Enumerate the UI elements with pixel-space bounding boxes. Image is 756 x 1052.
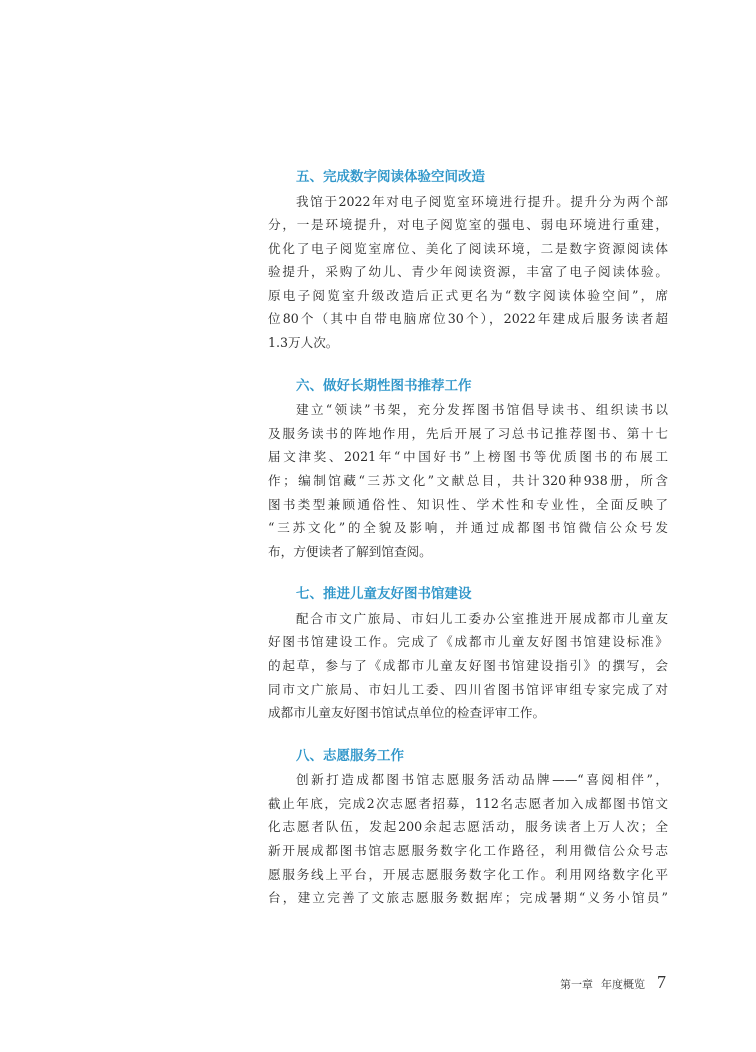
paragraph-line: 原电子阅览室升级改造后正式更名为“数字阅读体验空间”，席 bbox=[268, 287, 668, 303]
paragraph-line: 建立“领读”书架，充分发挥图书馆倡导读书、组织读书以 bbox=[296, 402, 668, 418]
footer-chapter: 第一章 bbox=[560, 978, 593, 991]
footer-topic: 年度概览 bbox=[601, 978, 645, 991]
paragraph-line: 愿服务线上平台，开展志愿服务数字化工作。利用网络数字化平 bbox=[268, 866, 668, 882]
paragraph-line: 台，建立完善了文旅志愿服务数据库；完成暑期“义务小馆员” bbox=[268, 890, 668, 906]
paragraph-line: 及服务读书的阵地作用，先后开展了习总书记推荐图书、第十七 bbox=[268, 425, 668, 441]
paragraph-line: 作；编制馆藏“三苏文化”文献总目，共计320种938册，所含 bbox=[268, 472, 668, 488]
section-heading: 八、志愿服务工作 bbox=[296, 747, 404, 764]
paragraph-line: 的起草，参与了《成都市儿童友好图书馆建设指引》的撰写，会 bbox=[268, 658, 668, 673]
section-volunteer-service bbox=[268, 745, 668, 910]
paragraph-line: 同市文广旅局、市妇儿工委、四川省图书馆评审组专家完成了对 bbox=[268, 681, 668, 697]
paragraph-line: 分，一是环境提升，对电子阅览室的强电、弱电环境进行重建， bbox=[268, 217, 668, 233]
section-paragraph bbox=[268, 398, 668, 563]
section-paragraph bbox=[268, 607, 668, 725]
paragraph-line: 布，方便读者了解到馆查阅。 bbox=[268, 543, 432, 559]
paragraph-line: 截止年底，完成2次志愿者招募，112名志愿者加入成都图书馆文 bbox=[268, 795, 668, 811]
paragraph-line: 化志愿者队伍，发起200余起志愿活动，服务读者上万人次；全 bbox=[268, 819, 668, 835]
paragraph-line: 图书类型兼顾通俗性、知识性、学术性和专业性，全面反映了 bbox=[268, 496, 668, 512]
page-number: 7 bbox=[657, 972, 666, 992]
section-heading: 七、推进儿童友好图书馆建设 bbox=[296, 586, 472, 603]
paragraph-line: 位80个（其中自带电脑席位30个），2022年建成后服务读者超 bbox=[268, 311, 668, 327]
paragraph-line: 好图书馆建设工作。完成了《成都市儿童友好图书馆建设标准》 bbox=[268, 634, 668, 650]
paragraph-line: 优化了电子阅览室席位、美化了阅读环境，二是数字资源阅读体 bbox=[268, 240, 668, 256]
section-heading: 六、做好长期性图书推荐工作 bbox=[296, 377, 472, 394]
section-paragraph bbox=[268, 190, 668, 355]
section-paragraph bbox=[268, 768, 668, 910]
paragraph-line: 1.3万人次。 bbox=[268, 335, 339, 351]
paragraph-line: 创新打造成都图书馆志愿服务活动品牌——“喜阅相伴”， bbox=[296, 772, 668, 788]
section-book-recommendation bbox=[268, 375, 668, 564]
section-heading: 五、完成数字阅读体验空间改造 bbox=[296, 169, 485, 185]
section-child-friendly-library bbox=[268, 583, 668, 724]
paragraph-line: 我馆于2022年对电子阅览室环境进行提升。提升分为两个部 bbox=[296, 193, 668, 209]
section-digital-reading bbox=[268, 166, 668, 355]
paragraph-line: 届文津奖、2021年“中国好书”上榜图书等优质图书的布展工 bbox=[268, 449, 668, 465]
paragraph-line: “三苏文化”的全貌及影响，并通过成都图书馆微信公众号发 bbox=[268, 520, 668, 536]
page-footer bbox=[560, 972, 666, 993]
paragraph-line: 验提升，采购了幼儿、青少年阅读资源，丰富了电子阅读体验。 bbox=[268, 264, 668, 280]
page-body bbox=[268, 166, 668, 930]
paragraph-line: 新开展成都图书馆志愿服务数字化工作路径，利用微信公众号志 bbox=[268, 843, 668, 859]
paragraph-line: 配合市文广旅局、市妇儿工委办公室推进开展成都市儿童友 bbox=[296, 610, 668, 626]
paragraph-line: 成都市儿童友好图书馆试点单位的检查评审工作。 bbox=[268, 705, 546, 721]
